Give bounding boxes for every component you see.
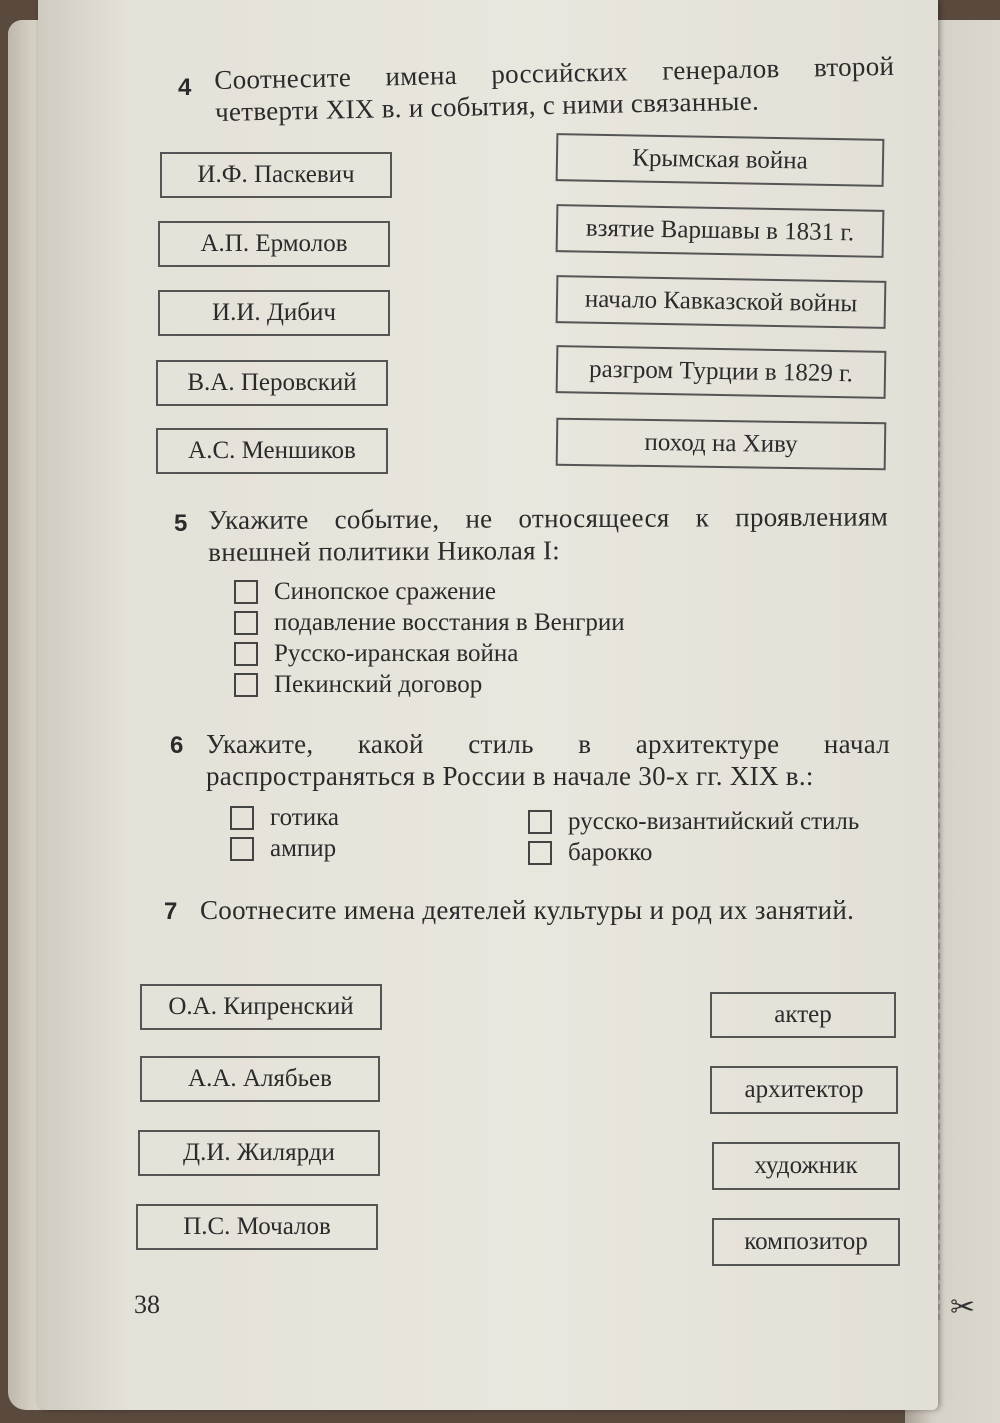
question-5-text: Укажите событие, не относящееся к проявлениям внешней политики Николая I: — [208, 501, 889, 567]
q4-name-box-1[interactable]: И.Ф. Паскевич — [160, 152, 392, 198]
checkbox[interactable] — [230, 837, 254, 861]
cut-line — [938, 50, 940, 1320]
question-6-number: 6 — [170, 732, 184, 759]
checkbox[interactable] — [234, 642, 258, 666]
q7-occupation-box-4[interactable]: композитор — [712, 1218, 900, 1266]
checkbox[interactable] — [234, 611, 258, 635]
q7-occupation-box-3[interactable]: художник — [712, 1142, 900, 1190]
checkbox[interactable] — [230, 806, 254, 830]
checkbox[interactable] — [234, 580, 258, 604]
q6-option-4[interactable] — [528, 839, 652, 867]
q4-event-box-5[interactable]: поход на Хиву — [556, 418, 887, 471]
q6-option-3[interactable] — [528, 808, 859, 836]
q4-name-box-3[interactable]: И.И. Дибич — [158, 290, 390, 336]
q4-name-box-5[interactable]: А.С. Меншиков — [156, 428, 388, 474]
option-label: подавление восстания в Венгрии — [274, 609, 625, 636]
q4-name-box-4[interactable]: В.А. Перовский — [156, 360, 388, 406]
option-label: ампир — [270, 835, 337, 862]
question-5-number: 5 — [174, 510, 188, 537]
q5-option-1[interactable] — [234, 578, 496, 606]
q7-occupation-box-1[interactable]: актер — [710, 992, 896, 1038]
q4-name-box-2[interactable]: А.П. Ермолов — [158, 221, 390, 267]
checkbox[interactable] — [234, 673, 258, 697]
checkbox[interactable] — [528, 810, 552, 834]
q6-option-1[interactable] — [230, 804, 339, 832]
option-label: барокко — [568, 839, 653, 866]
question-7-text: Соотнесите имена деятелей культуры и род их занятий. — [200, 895, 855, 925]
page-number: 38 — [134, 1290, 160, 1319]
checkbox[interactable] — [528, 841, 552, 865]
workbook-page — [38, 0, 938, 1410]
q4-event-box-2[interactable]: взятие Варшавы в 1831 г. — [556, 204, 885, 258]
question-4-number: 4 — [178, 74, 192, 101]
q5-option-3[interactable] — [234, 640, 518, 668]
q5-option-4[interactable] — [234, 671, 482, 699]
question-6-text: Укажите, какой стиль в архитектуре начал распространяться в России в начале 30-х гг. XIX в.: — [206, 729, 890, 791]
q7-name-box-1[interactable]: О.А. Кипренский — [140, 984, 382, 1030]
scissors-icon: ✂ — [950, 1290, 976, 1325]
question-7-number: 7 — [164, 898, 178, 925]
q5-option-2[interactable] — [234, 609, 625, 637]
q4-event-box-1[interactable]: Крымская война — [556, 133, 885, 187]
option-label: русско-византийский стиль — [568, 808, 860, 835]
option-label: готика — [270, 804, 339, 831]
option-label: Русско-иранская война — [274, 640, 519, 667]
option-label: Синопское сражение — [274, 578, 497, 605]
q7-occupation-box-2[interactable]: архитектор — [710, 1066, 898, 1114]
q7-name-box-2[interactable]: А.А. Алябьев — [140, 1056, 380, 1102]
q6-option-2[interactable] — [230, 835, 336, 863]
q4-event-box-3[interactable]: начало Кавказской войны — [556, 275, 887, 329]
q7-name-box-4[interactable]: П.С. Мочалов — [136, 1204, 378, 1250]
q7-name-box-3[interactable]: Д.И. Жилярди — [138, 1130, 380, 1176]
option-label: Пекинский договор — [274, 671, 483, 698]
q4-event-box-4[interactable]: разгром Турции в 1829 г. — [556, 345, 887, 399]
question-4-text: Соотнесите имена российских генералов второй четверти XIX в. и события, с ними связанные. — [214, 50, 895, 127]
